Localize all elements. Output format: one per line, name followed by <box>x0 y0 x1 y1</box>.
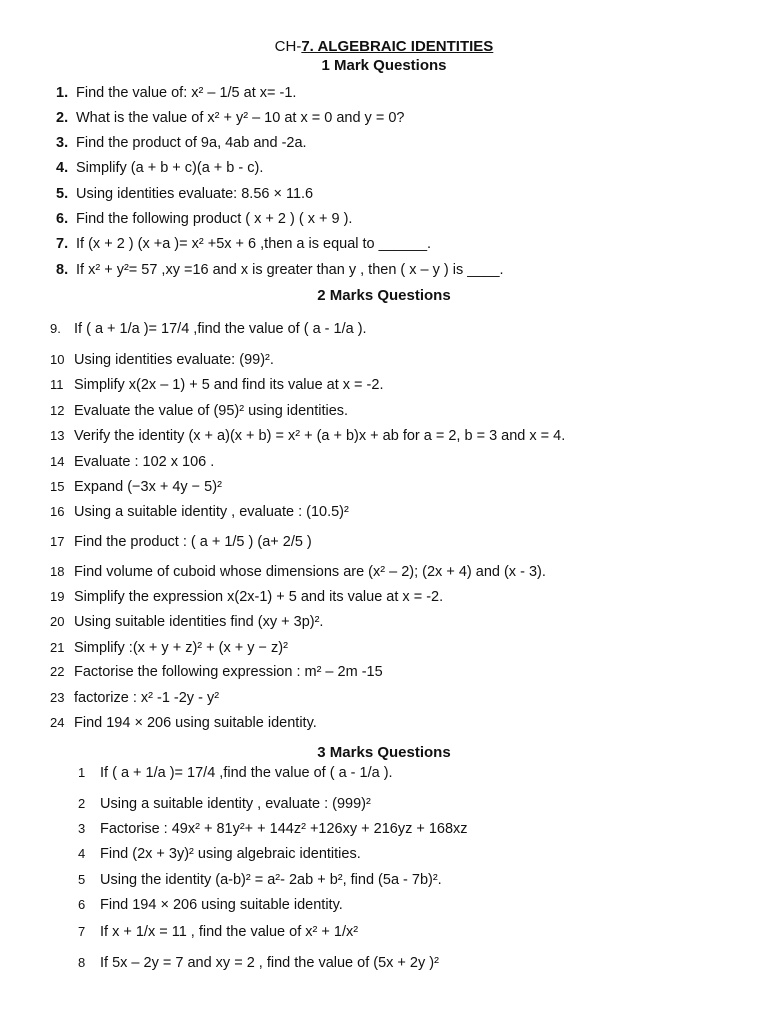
question-number: 18 <box>50 564 65 579</box>
question-row <box>56 135 307 151</box>
question-text: Simplify (a + b + c)(a + b - c). <box>76 160 264 176</box>
question-row <box>56 236 431 252</box>
question-text: What is the value of x² + y² – 10 at x = 0 and y = 0? <box>76 110 405 126</box>
question-row <box>78 872 442 888</box>
question-row <box>78 821 468 837</box>
question-row <box>78 765 393 781</box>
question-number: 1. <box>56 85 69 101</box>
question-number: 17 <box>50 534 65 549</box>
question-number: 5. <box>56 186 69 202</box>
question-number: 14 <box>50 454 65 469</box>
question-row <box>56 186 313 202</box>
question-number: 24 <box>50 715 65 730</box>
question-row <box>50 403 348 419</box>
question-row <box>50 504 349 520</box>
section-heading-2-marks: 2 Marks Questions <box>317 287 451 304</box>
question-number: 8 <box>78 955 86 970</box>
question-number: 22 <box>50 664 65 679</box>
question-text: Simplify :(x + y + z)² + (x + y − z)² <box>74 640 288 656</box>
chapter-title <box>0 38 768 55</box>
question-number: 4 <box>78 846 86 861</box>
question-text: Using suitable identities find (xy + 3p)². <box>74 614 324 630</box>
question-row <box>78 846 361 862</box>
question-number: 11 <box>50 377 64 392</box>
question-number: 19 <box>50 589 65 604</box>
question-number: 3 <box>78 821 86 836</box>
question-text: If 5x – 2y = 7 and xy = 2 , find the value of (5x + 2y )² <box>100 955 439 971</box>
question-text: If (x + 2 ) (x +a )= x² +5x + 6 ,then a is equal to ______. <box>76 236 432 252</box>
question-row <box>56 160 263 176</box>
chapter-prefix: CH- <box>274 38 302 55</box>
question-row <box>50 664 383 680</box>
question-number: 4. <box>56 160 69 176</box>
question-row <box>50 614 323 630</box>
question-row <box>50 321 367 337</box>
question-row <box>56 110 404 126</box>
question-row <box>50 640 288 656</box>
question-text: Find the product of 9a, 4ab and -2a. <box>76 135 307 151</box>
section-heading-1-mark: 1 Mark Questions <box>321 57 447 74</box>
chapter-name: 7. ALGEBRAIC IDENTITIES <box>301 38 494 55</box>
question-text: Using a suitable identity , evaluate : (999)² <box>100 796 371 812</box>
question-text: If x + 1/x = 11 , find the value of x² + 1/x² <box>100 924 359 940</box>
question-text: Using identities evaluate: 8.56 × 11.6 <box>76 186 314 202</box>
question-row <box>78 955 439 971</box>
question-row <box>50 534 312 550</box>
question-text: Find the product : ( a + 1/5 ) (a+ 2/5 ) <box>74 534 312 550</box>
question-text: Find 194 × 206 using suitable identity. <box>74 715 317 731</box>
question-text: Using the identity (a-b)² = a²- 2ab + b², find (5a - 7b)². <box>100 872 442 888</box>
section-heading-3-marks: 3 Marks Questions <box>317 744 451 761</box>
question-text: Using identities evaluate: (99)². <box>74 352 274 368</box>
question-row <box>50 564 546 580</box>
question-number: 21 <box>50 640 65 655</box>
question-number: 8. <box>56 262 69 278</box>
question-number: 13 <box>50 428 65 443</box>
question-text: Evaluate : 102 x 106 . <box>74 454 215 470</box>
question-text: Find the value of: x² – 1/5 at x= -1. <box>76 85 297 101</box>
question-text: factorize : x² -1 -2y - y² <box>74 690 220 706</box>
question-text: Factorise : 49x² + 81y²+ + 144z² +126xy + 216yz + 168xz <box>100 821 468 837</box>
question-text: Factorise the following expression : m² – 2m -15 <box>74 664 383 680</box>
question-text: Simplify x(2x – 1) + 5 and find its value at x = -2. <box>74 377 384 393</box>
question-number: 12 <box>50 403 65 418</box>
question-number: 2. <box>56 110 69 126</box>
question-row <box>56 85 296 101</box>
question-number: 23 <box>50 690 65 705</box>
question-number: 7. <box>56 236 69 252</box>
question-number: 20 <box>50 614 65 629</box>
question-text: Expand (−3x + 4y − 5)² <box>74 479 222 495</box>
question-row <box>56 262 504 278</box>
question-row <box>50 715 317 731</box>
question-text: Evaluate the value of (95)² using identities. <box>74 403 349 419</box>
question-row <box>50 479 222 495</box>
question-number: 5 <box>78 872 86 887</box>
question-number: 15 <box>50 479 65 494</box>
question-text: Find the following product ( x + 2 ) ( x + 9 ). <box>76 211 353 227</box>
question-row <box>50 690 219 706</box>
question-text: Using a suitable identity , evaluate : (10.5)² <box>74 504 349 520</box>
question-text: Find 194 × 206 using suitable identity. <box>100 897 343 913</box>
question-number: 2 <box>78 796 86 811</box>
question-text: If ( a + 1/a )= 17/4 ,find the value of ( a - 1/a ). <box>100 765 393 781</box>
question-row <box>50 428 565 444</box>
question-row <box>50 377 383 393</box>
question-row <box>78 897 343 913</box>
question-number: 7 <box>78 924 86 939</box>
question-number: 6 <box>78 897 86 912</box>
question-text: Simplify the expression x(2x-1) + 5 and its value at x = -2. <box>74 589 444 605</box>
question-row <box>78 924 358 940</box>
question-number: 1 <box>78 765 86 780</box>
question-row <box>50 589 443 605</box>
question-number: 6. <box>56 211 69 227</box>
question-row <box>50 454 214 470</box>
question-text: Verify the identity (x + a)(x + b) = x² + (a + b)x + ab for a = 2, b = 3 and x = 4. <box>74 428 566 444</box>
question-row <box>50 352 274 368</box>
question-number: 9. <box>50 321 61 336</box>
question-number: 3. <box>56 135 69 151</box>
question-row <box>56 211 352 227</box>
question-text: If ( a + 1/a )= 17/4 ,find the value of ( a - 1/a ). <box>74 321 367 337</box>
question-number: 10 <box>50 352 65 367</box>
question-text: Find volume of cuboid whose dimensions are (x² – 2); (2x + 4) and (x - 3). <box>74 564 546 580</box>
question-text: Find (2x + 3y)² using algebraic identities. <box>100 846 361 862</box>
question-row <box>78 796 371 812</box>
question-text: If x² + y²= 57 ,xy =16 and x is greater than y , then ( x – y ) is ____. <box>76 262 504 278</box>
question-number: 16 <box>50 504 65 519</box>
